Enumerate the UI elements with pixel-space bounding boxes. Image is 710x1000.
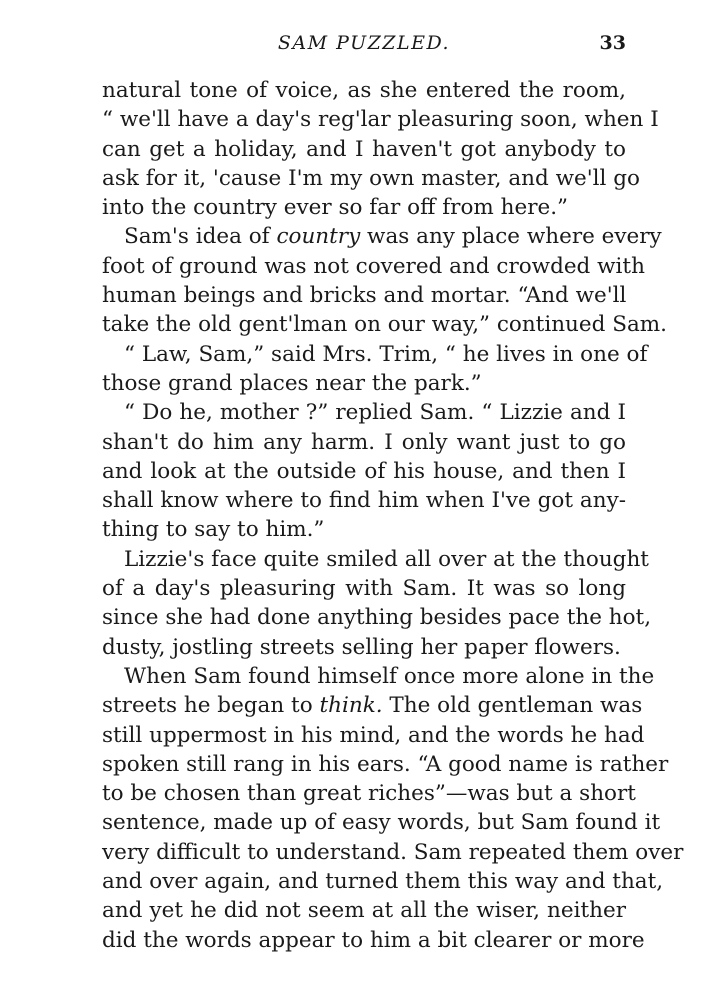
text-segment: since she had done anything besides pace the hot, bbox=[102, 605, 652, 631]
text-segment: can get a holiday, and I haven't got anybody to bbox=[102, 136, 626, 162]
text-line bbox=[102, 896, 626, 925]
text-segment: very difficult to understand. Sam repeated them over bbox=[102, 839, 684, 865]
text-segment: natural tone of voice, as she entered the room, bbox=[102, 78, 626, 103]
text-line bbox=[102, 105, 659, 134]
text-segment: shan't do him any harm. I only want just to go bbox=[102, 429, 626, 455]
text-segment: shall know where to find him when I've got any- bbox=[102, 488, 626, 514]
text-segment: ask for it, 'cause I'm my own master, and we'll go bbox=[102, 165, 640, 191]
text-segment: to be chosen than great riches”—was but a short bbox=[102, 781, 636, 807]
text-line bbox=[102, 867, 664, 896]
text-segment: and yet he did not seem at all the wiser, neither bbox=[102, 898, 626, 924]
text-segment: was any place where every bbox=[360, 224, 662, 250]
text-line bbox=[102, 164, 640, 193]
text-line bbox=[102, 369, 626, 398]
text-line bbox=[102, 926, 645, 955]
text-line bbox=[102, 398, 626, 427]
running-head: SAM PUZZLED. bbox=[277, 32, 451, 54]
text-line bbox=[102, 633, 626, 662]
text-segment: into the country ever so far off from here.” bbox=[102, 195, 569, 221]
text-line bbox=[102, 135, 626, 164]
text-line bbox=[102, 252, 645, 281]
text-segment: did the words appear to him a bit clearer or more bbox=[102, 927, 645, 953]
text-line bbox=[102, 222, 662, 251]
text-line bbox=[102, 779, 636, 808]
text-segment: of a day's pleasuring with Sam. It was so long bbox=[102, 576, 626, 602]
text-line bbox=[102, 750, 669, 779]
text-line bbox=[102, 193, 626, 222]
text-line bbox=[102, 515, 626, 544]
text-segment: “ we'll have a day's reg'lar pleasuring soon, when I bbox=[102, 107, 659, 133]
text-segment: take the old gent'lman on our way,” continued Sam. bbox=[102, 312, 667, 338]
text-segment: and over again, and turned them this way and that, bbox=[102, 869, 664, 895]
text-line bbox=[102, 838, 684, 867]
text-segment: The old gentleman was bbox=[382, 693, 643, 719]
text-line bbox=[102, 721, 645, 750]
text-segment: sentence, made up of easy words, but Sam found it bbox=[102, 810, 661, 836]
page-number: 33 bbox=[599, 32, 626, 54]
text-segment: spoken still rang in his ears. “A good name is rather bbox=[102, 751, 669, 777]
text-segment: dusty, jostling streets selling her paper flowers. bbox=[102, 634, 621, 660]
page-header bbox=[102, 30, 626, 58]
text-line bbox=[102, 691, 643, 720]
body-text bbox=[102, 76, 684, 955]
text-segment: Sam's idea of bbox=[124, 224, 277, 250]
text-line bbox=[102, 486, 626, 515]
text-segment: When Sam found himself once more alone in the bbox=[124, 663, 655, 689]
text-line bbox=[102, 76, 626, 105]
text-segment: and look at the outside of his house, and then I bbox=[102, 458, 626, 484]
text-segment: human beings and bricks and mortar. “And we'll bbox=[102, 283, 627, 309]
text-line bbox=[102, 457, 626, 486]
text-segment: “ Do he, mother ?” replied Sam. “ Lizzie and I bbox=[124, 400, 626, 426]
text-segment: streets he began to bbox=[102, 693, 320, 719]
text-line bbox=[102, 662, 655, 691]
text-segment: still uppermost in his mind, and the words he had bbox=[102, 722, 645, 748]
text-line bbox=[102, 574, 626, 603]
text-line bbox=[102, 281, 626, 310]
text-segment: “ Law, Sam,” said Mrs. Trim, “ he lives in one of bbox=[124, 341, 648, 367]
italic-text: country bbox=[276, 224, 361, 250]
italic-text: think. bbox=[319, 693, 383, 719]
text-segment: foot of ground was not covered and crowded with bbox=[102, 253, 645, 279]
text-line bbox=[102, 340, 648, 369]
text-line bbox=[102, 428, 626, 457]
text-line bbox=[102, 310, 667, 339]
text-line bbox=[102, 603, 652, 632]
text-segment: thing to say to him.” bbox=[102, 517, 325, 543]
text-segment: those grand places near the park.” bbox=[102, 370, 482, 396]
text-segment: Lizzie's face quite smiled all over at the thought bbox=[124, 546, 649, 572]
text-line bbox=[102, 808, 661, 837]
text-line bbox=[102, 545, 649, 574]
